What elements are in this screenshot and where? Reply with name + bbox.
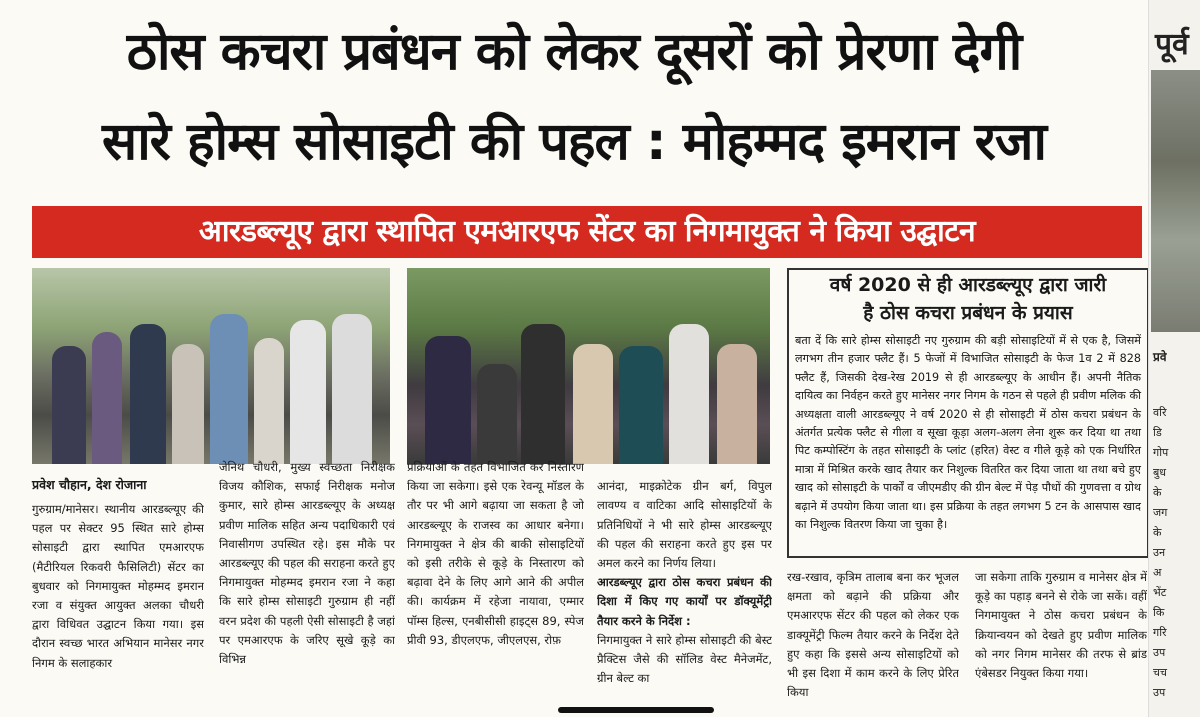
column-4-text-b: निगमायुक्त ने सारे होम्स सोसाइटी की बेस्ट प्रैक्टिस जैसे की सॉलिड वेस्ट मैनेजमेंट, ग्रीन बेल्ट का (597, 632, 772, 686)
article-column-1: गुरुग्राम/मानेसर। स्थानीय आरडब्ल्यूए की पहल पर सेक्टर 95 स्थित सारे होम्स सोसाइटी द्वारा स्थापित एमआरएफ (मैटीरियल रिकवरी फैसिलिटी) सेंटर का बुधवार को निगमायुक्त मोहम्मद इमरान रजा व संयुक्त आयुक्त अलका चौधरी द्वारा विधिवत उद्घाटन किया गया। इस दौरान स्वच्छ भारत अभियान मानेसर नगर निगम के सलाहकार (32, 502, 204, 670)
adjacent-text-fragment: के (1153, 526, 1162, 539)
adjacent-text-fragment: डि (1153, 426, 1162, 439)
column-4-text-a: आनंदा, माइक्रोटेक ग्रीन बर्ग, विपुल लावण्य व वाटिका आदि सोसाइटियों के प्रतिनिधियों ने भी सारे होम्स आरडब्ल्यूए की पहल की सराहना करते हुए इस पर अमल करने का निर्णय लिया। (597, 479, 772, 571)
adjacent-text-fragment: के (1153, 486, 1162, 499)
adjacent-text-fragment: भेंट (1153, 586, 1167, 599)
adjacent-headline-fragment: पूर्व (1155, 27, 1189, 62)
adjacent-page-strip (1148, 0, 1200, 717)
article-column-4 (597, 458, 772, 717)
column-4-subheading: आरडब्ल्यूए द्वारा ठोस कचरा प्रबंधन की दिशा में किए गए कार्यों पर डॉक्यूमेंट्री तैयार करने के निर्देश : (597, 575, 772, 628)
adjacent-byline-fragment: प्रवे (1153, 350, 1167, 364)
adjacent-text-fragment: चच (1153, 666, 1167, 679)
adjacent-text-fragment: कि (1153, 606, 1165, 619)
adjacent-text-fragment: गोप (1153, 446, 1169, 459)
info-box-text: बता दें कि सारे होम्स सोसाइटी नए गुरुग्राम की बड़ी सोसाइटियों में से एक है, जिसमें लगभग तीन हजार फ्लैट हैं। 5 फेजों में विभाजित सोसाइटी के फेज 1व 2 में 828 फ्लैट हैं, जिसकी देख-रेख 2019 से ही आरडब्ल्यूए के आधीन हैं। अपनी नैतिक दायित्व का निर्वहन करते हुए मानेसर नगर निगम के गठन से पहले ही प्रवीण मलिक की अध्यक्षता वाली आरडब्ल्यूए ने वर्ष 2020 से ही सोसाइटी में ठोस कचरा प्रबंधन के अंतर्गत प्रत्येक फ्लैट से गीला व सूखा कूड़ा अलग-अलग लेना शुरू कर दिया था तथा पिट कम्पोस्टिंग के तहत सोसाइटी के प्लांट (हरित) वेस्ट व गीले कूड़े को एक निर्धारित मात्रा में मिश्रित करके खाद तैयार कर निशुल्क वितरित कर दिया जाता था तथा बचे हुए खाद को सोसाइटी के पार्कों व जीएमडीए की ग्रीन बेल्ट में पेड़ पौधों की गुणवत्ता व ग्रोथ बढ़ाने में उपयोग किया जाता था। इस प्रक्रिया के तहत लगभग 5 टन के आसपास खाद का निशुल्क वितरण किया जा चुका है। (795, 334, 1141, 532)
adjacent-text-fragment: उप (1153, 646, 1166, 659)
article-column-5: रख-रखाव, कृत्रिम तालाब बना कर भूजल क्षमता को बढ़ाने की प्रक्रिया और एमआरएफ सेंटर की पहल को लेकर एक डाक्यूमेंट्री फिल्म तैयार करने के निर्देश देते हुए कहा कि इससे अन्य सोसाइटियों को भी इस दिशा में काम करने के लिए प्रेरित किया (787, 570, 959, 700)
adjacent-text-fragment: गरि (1153, 626, 1167, 639)
article-column-2: जेनिथ चौधरी, मुख्य स्वच्छता निरीक्षक विजय कौशिक, सफाई निरीक्षक मनोज कुमार, सारे होम्स आरडब्ल्यूए के अध्यक्ष प्रवीण मालिक सहित अन्य पदाधिकारी एवं निवासीगण उपस्थित रहे। इस मौके पर आरडब्ल्यूए की पहल की सराहना करते हुए निगमायुक्त मोहम्मद इमरान रजा ने कहा कि सारे होम्स सोसाइटी गुरुग्राम ही नहीं वरन प्रदेश की पहली ऐसी सोसाइटी है जहां पर एमआरएफ के जरिए सूखे कूड़े का विभिन्न (219, 460, 395, 667)
horizontal-scrollbar[interactable] (558, 707, 714, 713)
adjacent-text-fragment: अ (1153, 566, 1162, 579)
info-box (787, 268, 1149, 558)
adjacent-text-fragment: बुध (1153, 466, 1167, 479)
headline-line-2: सारे होम्स सोसाइटी की पहल : मोहम्मद इमरान रजा (102, 112, 1046, 172)
adjacent-text-fragment: उप (1153, 686, 1166, 699)
adjacent-text-fragment: उन (1153, 546, 1166, 559)
info-box-title-1: वर्ष 2020 से ही आरडब्ल्यूए द्वारा जारी (829, 274, 1107, 296)
article-column-3: प्रक्रियाओं के तहत विभाजित कर निस्तारण किया जा सकेगा। इसे एक रेवन्यू मॉडल के तौर पर भी आगे बढ़ाया जा सकता है जो आरडब्ल्यूए के राजस्व का आधार बनेगा। निगमायुक्त ने क्षेत्र की बाकी सोसाइटियों को इसी तरीके से कूड़े के निस्तारण को बढ़ावा देने के लिए आगे आने की अपील की। कार्यक्रम में रहेजा नायावा, एम्मार पॉम्स हिल्स, एनबीसीसी हाइट्स 89, स्पेज प्रीवी 93, डीएलएफ, जीएलएस, रोफ़ (407, 460, 584, 647)
info-box-title-2: है ठोस कचरा प्रबंधन के प्रयास (863, 302, 1073, 324)
photo-ribbon-cutting (407, 268, 770, 464)
subheadline-banner: आरडब्ल्यूए द्वारा स्थापित एमआरएफ सेंटर का निगमायुक्त ने किया उद्घाटन (32, 206, 1142, 258)
photo-officials-group (32, 268, 390, 464)
article-column-6: जा सकेगा ताकि गुरुग्राम व मानेसर क्षेत्र में कूड़े का पहाड़ बनने से रोके जा सकें। वहीं निगमायुक्त ने ठोस कचरा प्रबंधन के क्रियान्वयन को देखते हुए प्रवीण मालिक को नगर निगम मानेसर की तरफ से ब्रांड एंबेसडर नियुक्त किया गया। (975, 570, 1147, 681)
headline-line-1: ठोस कचरा प्रबंधन को लेकर दूसरों को प्रेरणा देगी (126, 22, 1022, 82)
byline: प्रवेश चौहान, देश रोजाना (32, 477, 147, 492)
adjacent-text-fragment: जग (1153, 506, 1168, 519)
adjacent-photo (1151, 70, 1200, 332)
adjacent-text-fragment: वरि (1153, 406, 1167, 419)
